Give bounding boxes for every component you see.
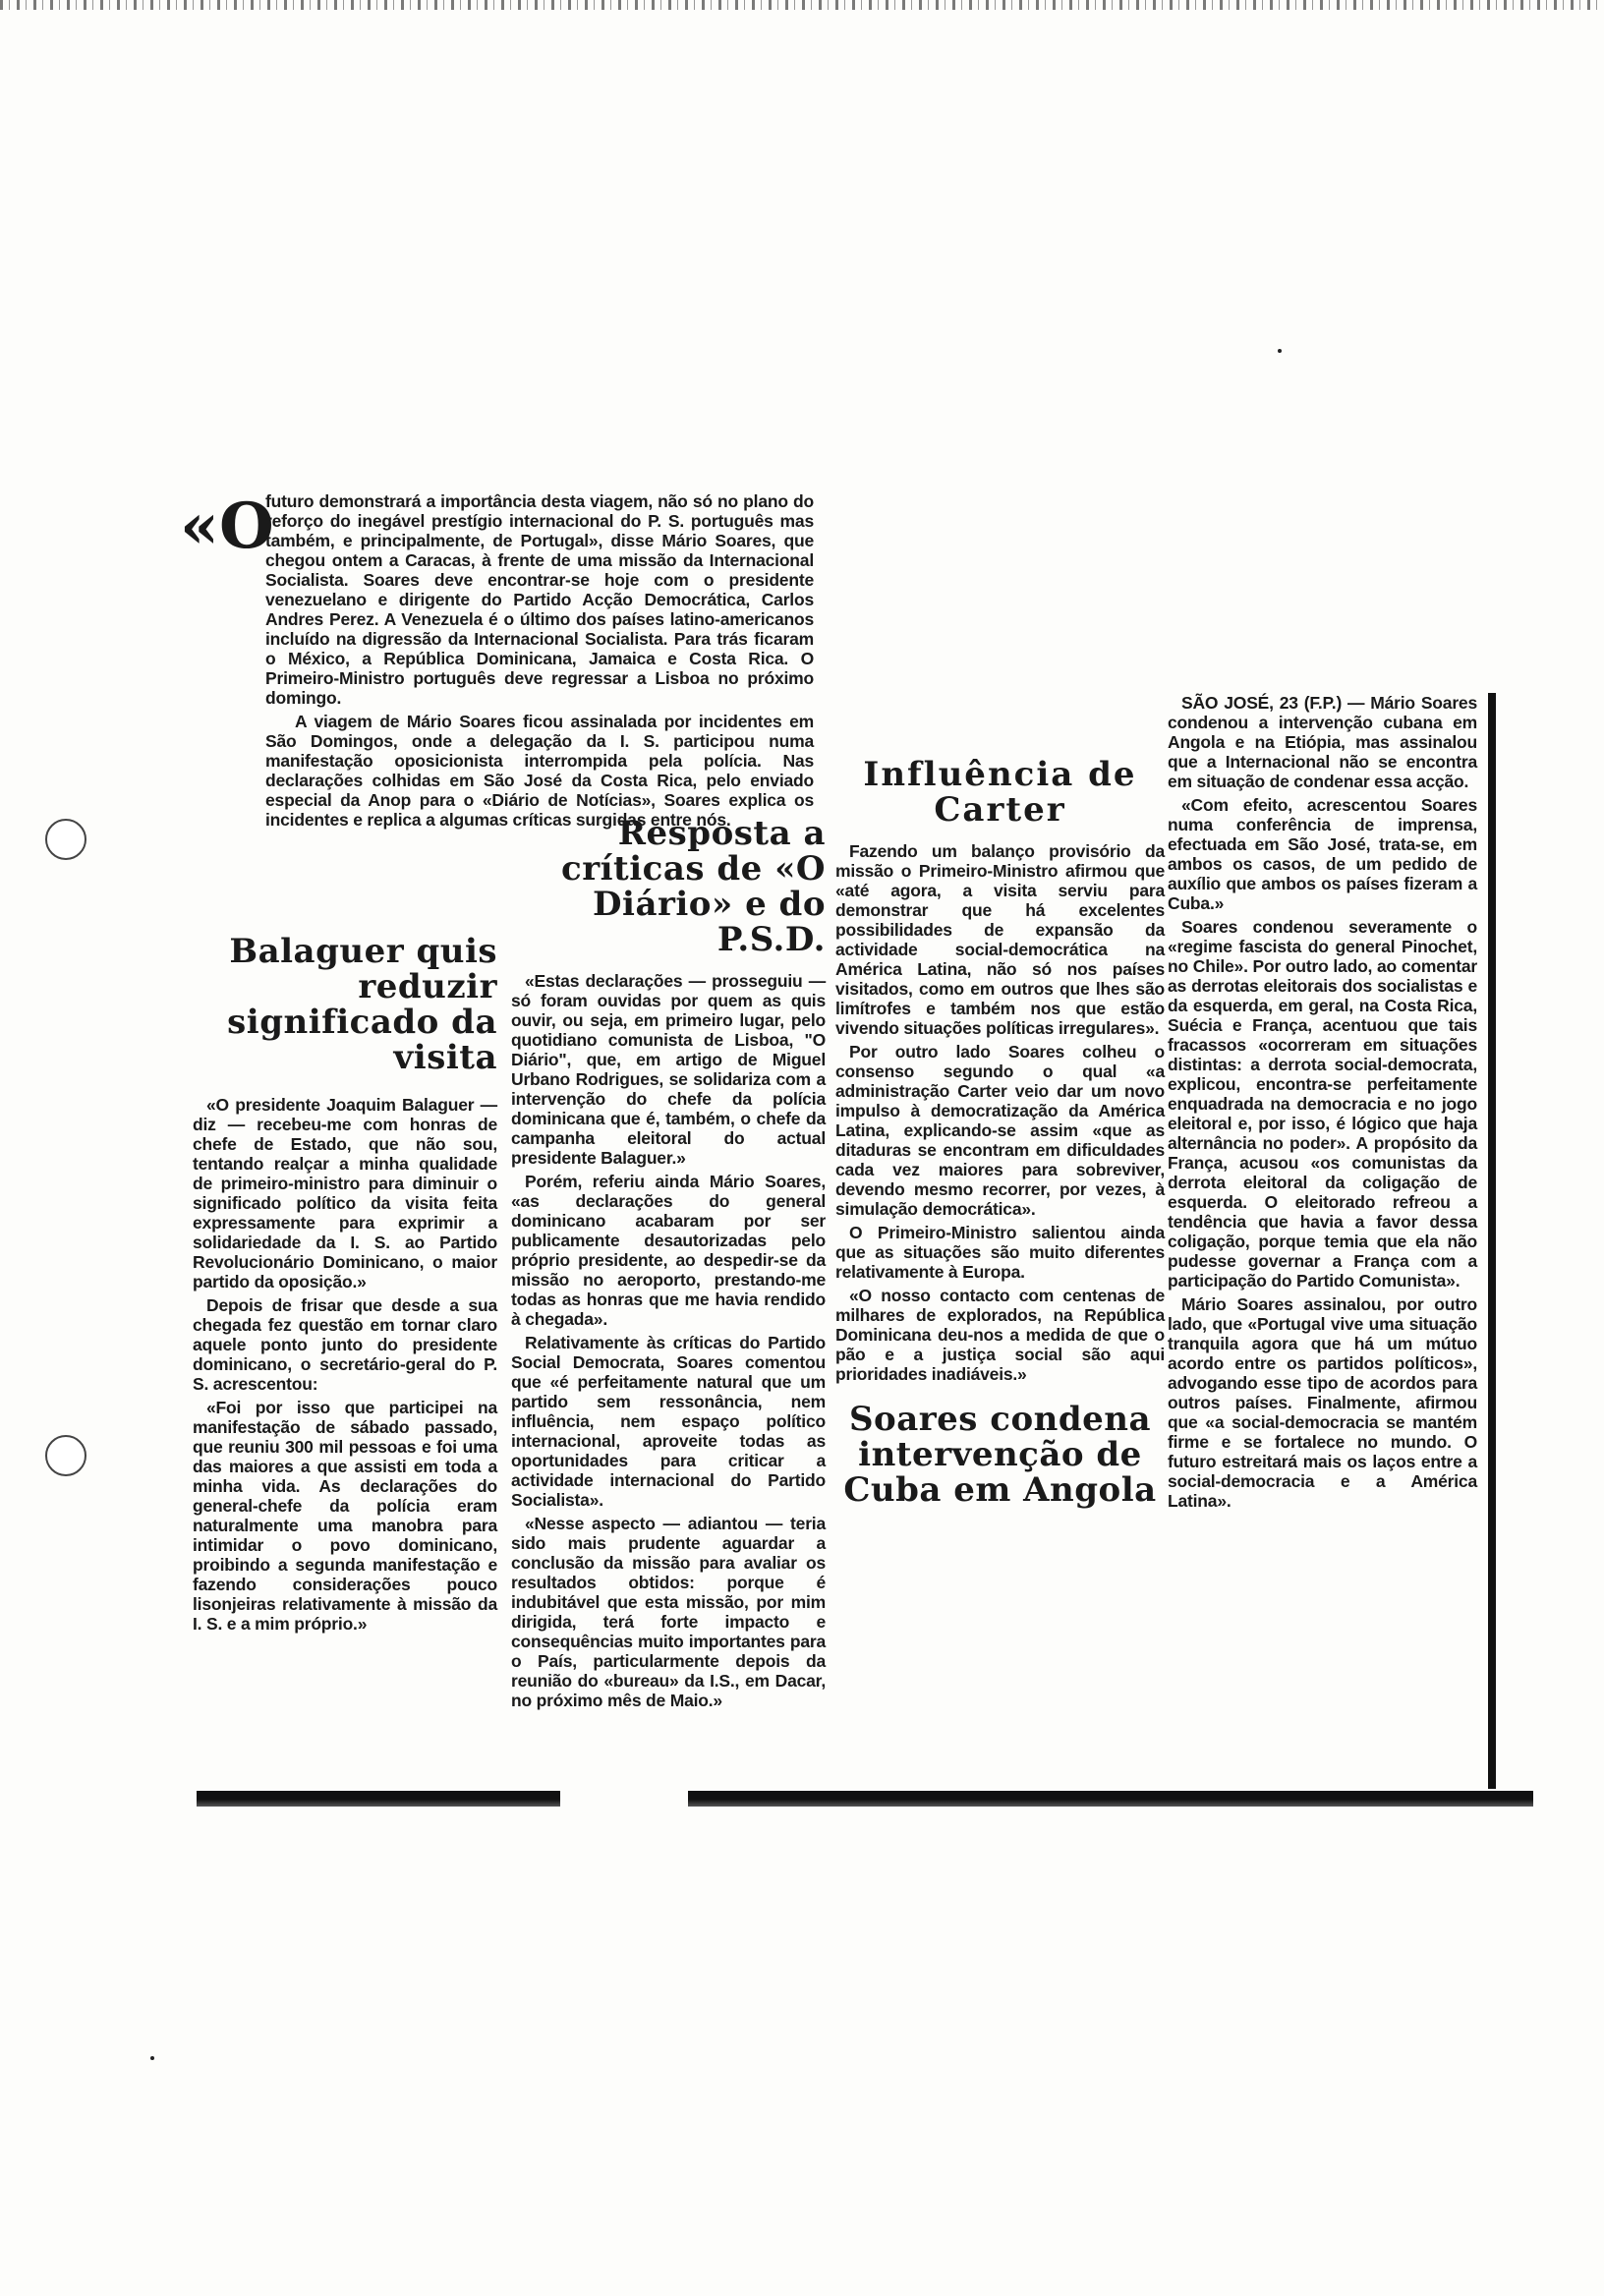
article-intro <box>265 491 814 830</box>
section-heading: Influência de Carter <box>863 755 1137 830</box>
punch-hole <box>45 819 86 860</box>
column-4 <box>1168 693 1477 1511</box>
paragraph: Porém, referiu ainda Mário Soares, «as declarações do general dominicano acabaram por ser publicamente desautorizadas pelo próprio presidente, ao despedir-se da missão no aeroporto, prestando-me todas as honras que me havia rendido à chegada». <box>511 1172 826 1329</box>
rule-gap <box>560 1787 688 1810</box>
section-heading: Balaguer quis reduzir significado da visita <box>227 932 497 1077</box>
drop-cap: «O <box>180 489 274 563</box>
paragraph: «O presidente Joaquim Balaguer — diz — recebeu-me com honras de chefe de Estado, que não sou, tentando realçar a minha qualidade de primeiro-ministro para diminuir o significado político da visita feita expressamente para exprimir a solidariedade da I. S. ao Partido Revolucionário Dominicano, o maior partido da oposição.» <box>193 1095 497 1292</box>
paragraph: «Nesse aspecto — adiantou — teria sido mais prudente aguardar a conclusão da missão para avaliar os resultados obtidos: porque é indubitável que esta missão, por mim dirigida, terá forte impacto e consequências muito importantes para o País, particularmente depois da reunião do «bureau» da I.S., em Dacar, no próximo mês de Maio.» <box>511 1514 826 1710</box>
column-rule <box>1488 693 1496 1789</box>
paragraph: Soares condenou severamente o «regime fascista do general Pinochet, no Chile». Por outro lado, ao comentar as derrotas eleitorais dos socialistas e da esquerda, em geral, na Costa Rica, Suécia e França, acentuou que tais fracassos «ocorreram em situações distintas: a derrota social-democrata, explicou, encontra-se perfeitamente enquadrada na democracia e no jogo eleitoral e, por isso, é lógico que haja alternância no poder». A propósito da França, acusou «os comunistas da derrota eleitoral da coligação de esquerda. O eleitorado refreou a tendência que havia a favor dessa coligação, porque temia que ela não pudesse governar a França com a participação do Partido Comunista». <box>1168 917 1477 1291</box>
paragraph: Depois de frisar que desde a sua chegada fez questão em tornar claro aquele ponto junto do presidente dominicano, o secretário-geral do P. S. acrescentou: <box>193 1295 497 1394</box>
section-heading: Soares condena intervenção de Cuba em Angola <box>843 1400 1157 1510</box>
intro-paragraph: A viagem de Mário Soares ficou assinalada por incidentes em São Domingos, onde a delegação da I. S. participou numa manifestação oposicionista interrompida pela polícia. Nas declarações colhidas em São José da Costa Rica, pelo enviado especial da Anop para o «Diário de Notícias», Soares explica os incidentes e replica a algumas críticas surgidas entre nós. <box>265 712 814 830</box>
paragraph: SÃO JOSÉ, 23 (F.P.) — Mário Soares condenou a intervenção cubana em Angola e na Etiópia, mas assinalou que a Internacional não se encontra em situação de condenar essa acção. <box>1168 693 1477 791</box>
paragraph: «Com efeito, acrescentou Soares numa conferência de imprensa, efectuada em São José, trata-se, em ambos os casos, de um pedido de auxílio que ambos os países fizeram a Cuba.» <box>1168 795 1477 913</box>
speck <box>150 2056 154 2060</box>
paragraph: Por outro lado Soares colheu o consenso segundo o qual «a administração Carter veio dar um novo impulso à democratização da América Latina, explicando-se assim «que as ditaduras se encontram em dificuldades cada vez maiores para sobreviver, devendo mesmo recorrer, por vezes, à simulação democrática». <box>835 1042 1165 1219</box>
column-1 <box>193 934 497 1634</box>
paragraph: Relativamente às críticas do Partido Social Democrata, Soares comentou que «é perfeitamente natural que um partido sem ressonância, nem influência, nem espaço político internacional, aproveite todas as oportunidades para criticar a actividade internacional do Partido Socialista». <box>511 1333 826 1510</box>
intro-paragraph: futuro demonstrará a importância desta viagem, não só no plano do reforço do inegável prestígio internacional do P. S. português mas também, e principalmente, de Portugal», disse Mário Soares, que chegou ontem a Caracas, à frente de uma missão da Internacional Socialista. Soares deve encontrar-se hoje com o presidente venezuelano e dirigente do Partido Acção Democrática, Carlos Andres Perez. A Venezuela é o último dos países latino-americanos incluído na digressão da Internacional Socialista. Para trás ficaram o México, a República Dominicana, Jamaica e Costa Rica. O Primeiro-Ministro português deve regressar a Lisboa no próximo domingo. <box>265 491 814 708</box>
scan-edge <box>0 0 1604 10</box>
paragraph: Fazendo um balanço provisório da missão o Primeiro-Ministro afirmou que «até agora, a visita serviu para demonstrar que há excelentes possibilidades de expansão da actividade social-democrática na América Latina, não só nos países visitados, como em outros que lhes são limítrofes e também nos que estão vivendo situações políticas irregulares». <box>835 841 1165 1038</box>
bottom-rule <box>197 1791 1533 1807</box>
section-heading: Resposta a críticas de «O Diário» e do P.S.D. <box>561 814 826 959</box>
column-2 <box>511 816 826 1710</box>
paragraph: «Foi por isso que participei na manifestação de sábado passado, que reuniu 300 mil pessoas e foi uma das maiores a que assisti em toda a minha vida. As declarações do general-chefe da polícia eram naturalmente uma manobra para intimidar o povo dominicano, proibindo a segunda manifestação e fazendo considerações pouco lisonjeiras relativamente à missão da I. S. e a mim próprio.» <box>193 1398 497 1634</box>
paragraph: O Primeiro-Ministro salientou ainda que as situações são muito diferentes relativamente à Europa. <box>835 1223 1165 1282</box>
paragraph: «O nosso contacto com centenas de milhares de explorados, na República Dominicana deu-nos a medida de que o pão e a justiça social são aqui prioridades inadiáveis.» <box>835 1286 1165 1384</box>
paragraph: Mário Soares assinalou, por outro lado, que «Portugal vive uma situação tranquila agora que há um mútuo acordo entre os partidos políticos», advogando esse tipo de acordos para outros países. Finalmente, afirmou que «a social-democracia se mantém firme e se fortalece no mundo. O futuro estreitará mais os laços entre a social-democracia e a América Latina». <box>1168 1294 1477 1511</box>
paragraph: «Estas declarações — prosseguiu — só foram ouvidas por quem as quis ouvir, ou seja, em primeiro lugar, pelo quotidiano comunista de Lisboa, "O Diário", que, em artigo de Miguel Urbano Rodrigues, se solidariza com a intervenção do chefe da polícia dominicana que é, também, o chefe da campanha eleitoral do actual presidente Balaguer.» <box>511 971 826 1168</box>
punch-hole <box>45 1435 86 1476</box>
column-3 <box>835 757 1165 1508</box>
speck <box>1278 349 1282 353</box>
